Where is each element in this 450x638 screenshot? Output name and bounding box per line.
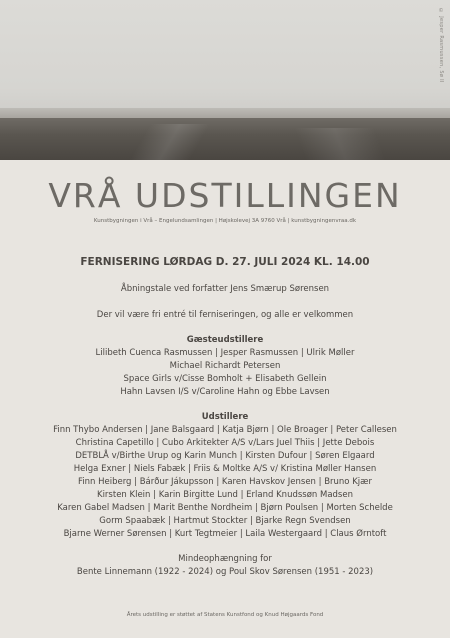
guest-line: Space Girls v/Cisse Bomholt + Elisabeth Gellein xyxy=(123,374,327,384)
venue-subtitle: Kunstbygningen i Vrå – Engelundsamlingen | Højskolevej 3A 9760 Vrå | kunstbygningenvraa.dk xyxy=(93,218,357,224)
exhibitor-line: Gorm Spaabæk | Hartmut Stockter | Bjarke Regn Svendsen xyxy=(99,516,351,526)
exhibitor-line: Christina Capetillo | Cubo Arkitekter A/S v/Lars Juel Thiis | Jette Debois xyxy=(75,438,375,448)
header-photo xyxy=(0,0,450,160)
guest-line: Michael Richardt Petersen xyxy=(169,361,281,371)
fernisering-heading: FERNISERING LØRDAG D. 27. JULI 2024 KL. 14.00 xyxy=(80,256,370,268)
light-streak xyxy=(294,128,386,160)
opening-speech: Åbningstale ved forfatter Jens Smærup Sørensen xyxy=(120,284,330,294)
exhibitor-line: Finn Heiberg | Bárður Jákupsson | Karen Havskov Jensen | Bruno Kjær xyxy=(77,477,372,487)
page-title: VRÅ UDSTILLINGEN xyxy=(48,176,402,215)
horizon-band xyxy=(0,108,450,118)
memorial-line: Bente Linnemann (1922 - 2024) og Poul Skov Sørensen (1951 - 2023) xyxy=(76,567,374,577)
photo-credit: © Jesper Rasmussen, Sø II xyxy=(438,8,444,83)
exhibitor-line: Helga Exner | Niels Fabæk | Friis & Moltke A/S v/ Kristina Møller Hansen xyxy=(73,464,377,474)
exhibitors-heading: Udstillere xyxy=(201,412,249,422)
exhibitor-line: Bjarne Werner Sørensen | Kurt Tegtmeier | Laila Westergaard | Claus Ørntoft xyxy=(63,529,387,539)
exhibitor-line: DETBLÅ v/Birthe Urup og Karin Munch | Kirsten Dufour | Søren Elgaard xyxy=(75,451,375,461)
guest-exhibitors-heading: Gæsteudstillere xyxy=(186,335,264,345)
memorial-heading: Mindeophængning for xyxy=(178,554,272,564)
exhibitor-line: Finn Thybo Andersen | Jane Balsgaard | Katja Bjørn | Ole Broager | Peter Callesen xyxy=(53,425,397,435)
exhibitor-line: Kirsten Klein | Karin Birgitte Lund | Erland Knudssøn Madsen xyxy=(97,490,353,500)
guest-line: Lilibeth Cuenca Rasmussen | Jesper Rasmussen | Ulrik Møller xyxy=(95,348,355,358)
guest-line: Hahn Lavsen I/S v/Caroline Hahn og Ebbe Lavsen xyxy=(120,387,330,397)
exhibitor-line: Karen Gabel Madsen | Marit Benthe Nordheim | Bjørn Poulsen | Morten Schelde xyxy=(57,503,393,513)
free-entry-note: Der vil være fri entré til ferniseringen, og alle er velkommen xyxy=(96,310,354,320)
sponsor-footer: Årets udstilling er støttet af Statens Kunstfond og Knud Højgaards Fond xyxy=(126,612,324,618)
